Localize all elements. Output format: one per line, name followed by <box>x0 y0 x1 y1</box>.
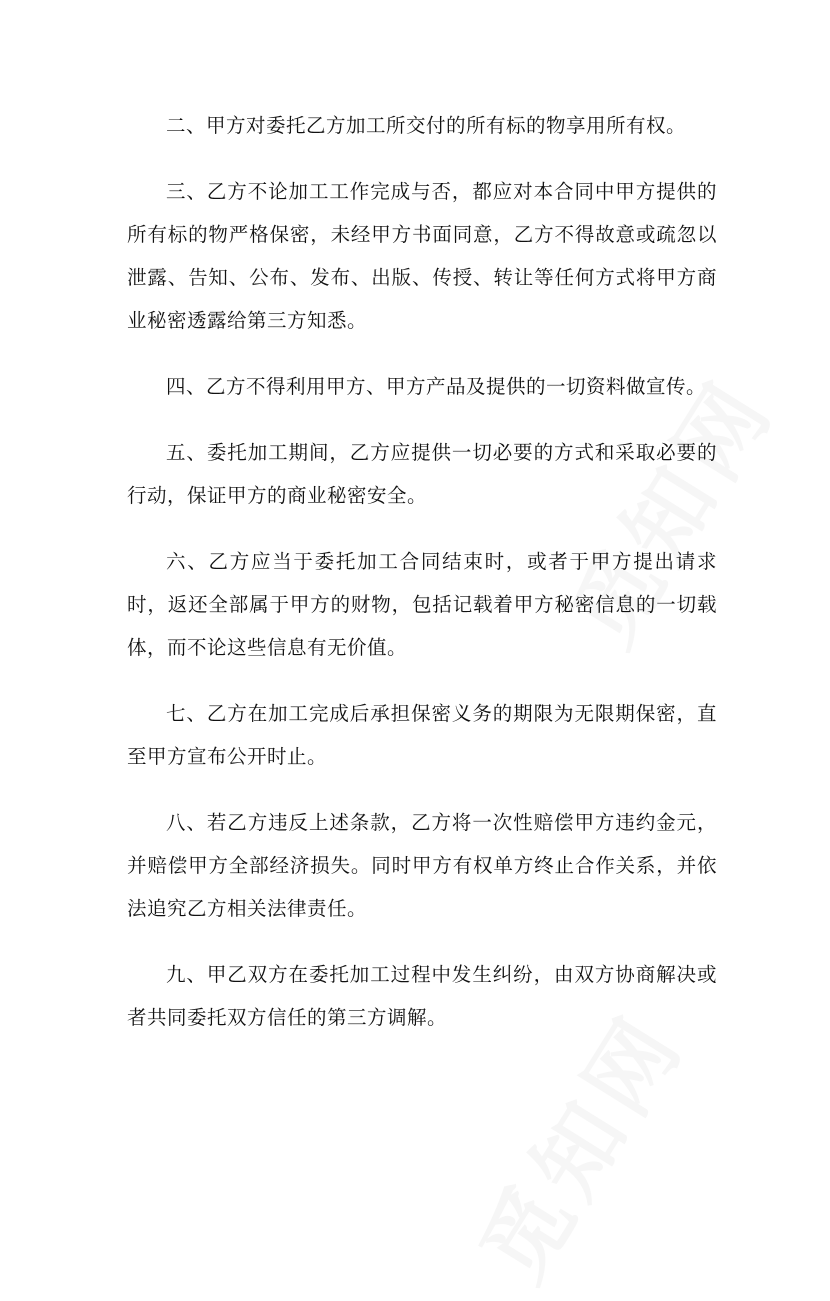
contract-body <box>127 104 717 1062</box>
clause-9: 九、甲乙双方在委托加工过程中发生纠纷，由双方协商解决或者共同委托双方信任的第三方调解。 <box>127 963 717 1029</box>
clause-7: 七、乙方在加工完成后承担保密义务的期限为无限期保密，直至甲方宣布公开时止。 <box>127 702 717 768</box>
clause-4: 四、乙方不得利用甲方、甲方产品及提供的一切资料做宣传。 <box>166 375 707 398</box>
clause-6: 六、乙方应当于委托加工合同结束时，或者于甲方提出请求时，返还全部属于甲方的财物，包括记载着甲方秘密信息的一切载体，而不论这些信息有无价值。 <box>127 550 717 659</box>
clause-8: 八、若乙方违反上述条款，乙方将一次性赔偿甲方违约金元，并赔偿甲方全部经济损失。同时甲方有权单方终止合作关系，并依法追究乙方相关法律责任。 <box>127 811 717 920</box>
clause-3: 三、乙方不论加工工作完成与否，都应对本合同中甲方提供的所有标的物严格保密，未经甲方书面同意，乙方不得故意或疏忽以泄露、告知、公布、发布、出版、传授、转让等任何方式将甲方商业秘密透露给第三方知悉。 <box>127 180 717 332</box>
clause-2: 二、甲方对委托乙方加工所交付的所有标的物享用所有权。 <box>166 114 687 137</box>
clause-5: 五、委托加工期间，乙方应提供一切必要的方式和采取必要的行动，保证甲方的商业秘密安全。 <box>127 441 717 507</box>
